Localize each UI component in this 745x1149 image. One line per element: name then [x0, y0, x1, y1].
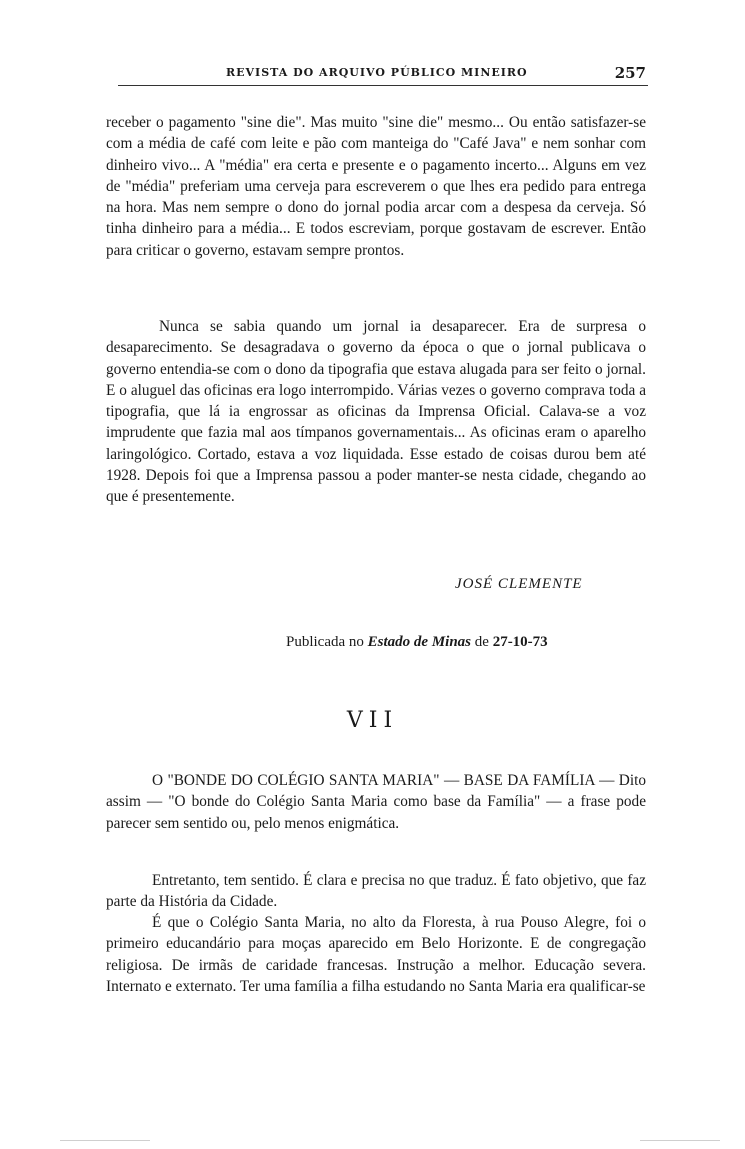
- author-signature: JOSÉ CLEMENTE: [455, 576, 583, 592]
- paragraph-cafe-java: receber o pagamento "sine die". Mas muito "sine die" mesmo... Ou então satisfazer-se com a média de café com leite e pão com manteiga do "Café Java" e nem sonhar com dinheiro vivo... A "média" era certa e presente e o pagamento incerto... Alguns em vez de "média" preferiam uma cerveja para escreverem o que lhes era pedido para entrega na hora. Mas nem sempre o dono do jornal podia arcar com a despesa da cerveja. Só tinha dinheiro para a média... E todos escreviam, porque gostavam de escrever. Então para criticar o governo, estavam sempre prontos.: [106, 114, 646, 259]
- running-head: REVISTA DO ARQUIVO PÚBLICO MINEIRO: [226, 66, 528, 79]
- publication-middle: de: [474, 634, 489, 650]
- chapter-numeral: VII: [346, 708, 399, 733]
- publication-note: [286, 634, 548, 651]
- publication-date: 27-10-73: [492, 634, 548, 650]
- publication-prefix: Publicada no: [286, 634, 364, 650]
- page-number: 257: [614, 64, 646, 82]
- paragraph-entretanto: Entretanto, tem sentido. É clara e precisa no que traduz. É fato objetivo, que faz parte da História da Cidade.: [106, 872, 646, 911]
- paragraph-colegio-santa-maria: É que o Colégio Santa Maria, no alto da Floresta, à rua Pouso Alegre, foi o primeiro educandário para moças aparecido em Belo Horizonte. E de congregação religiosa. De irmãs de caridade francesas. Instrução a melhor. Educação severa. Internato e externato. Ter uma família a filha estudando no Santa Maria era qualificar-se: [106, 914, 646, 995]
- bottom-rule: [60, 1140, 150, 1141]
- paragraph-jornal-desaparecer: Nunca se sabia quando um jornal ia desaparecer. Era de surpresa o desaparecimento. Se desagradava o governo da época o que o jornal publicava o governo entendia-se com o dono da tipografia que estava alugada para ser feito o jornal. E o aluguel das oficinas era logo interrompido. Várias vezes o governo comprava toda a tipografia, que lá ia engrossar as oficinas da Imprensa Oficial. Calava-se a voz imprudente que fazia mal aos tímpanos governamentais... As oficinas eram o aparelho laringológico. Cortado, estava a voz liquidada. Esse estado de coisas durou bem até 1928. Depois foi que a Imprensa passou a poder manter-se nesta cidade, chegando ao que é presentemente.: [106, 318, 646, 506]
- newspaper-name: Estado de Minas: [367, 634, 472, 650]
- bottom-rule: [640, 1140, 720, 1141]
- paragraph-bonde-colegio: O "BONDE DO COLÉGIO SANTA MARIA" — BASE DA FAMÍLIA — Dito assim — "O bonde do Colégio Santa Maria como base da Família" — a frase pode parecer sem sentido ou, pelo menos enigmática.: [106, 772, 646, 832]
- page-header: [118, 60, 648, 92]
- header-rule: [118, 85, 648, 86]
